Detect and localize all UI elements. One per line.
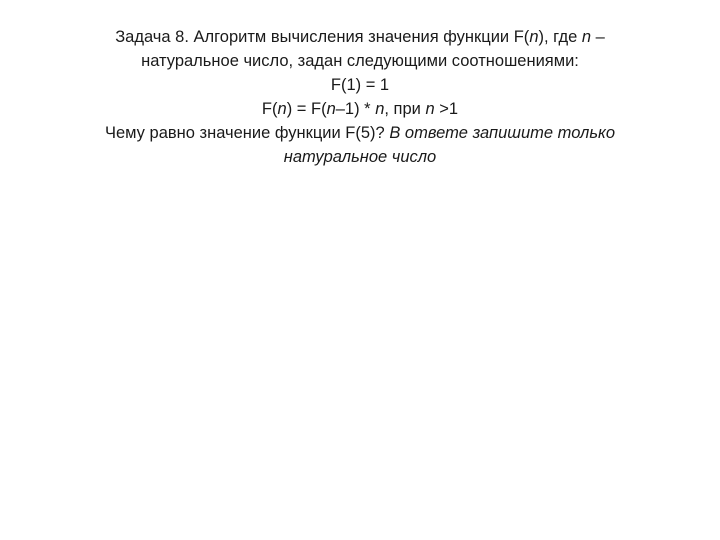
task-line-1: [60, 25, 660, 49]
answer-instruction-continued: натуральное число: [283, 148, 437, 166]
text-fragment: ) = F(: [286, 100, 327, 118]
text-fragment: –: [591, 28, 605, 46]
variable-n: n: [425, 100, 435, 118]
formula-recursive-case: [60, 97, 660, 121]
task-question: [60, 121, 660, 145]
variable-n: n: [375, 100, 385, 118]
text-fragment: , при: [384, 100, 426, 118]
text-fragment: ), где: [538, 28, 582, 46]
variable-n: n: [581, 28, 592, 46]
question-text: Чему равно значение функции F(5)?: [104, 124, 390, 142]
variable-n: n: [277, 100, 287, 118]
text-fragment: F(: [261, 100, 278, 118]
variable-n: n: [529, 28, 539, 46]
text-fragment: –1) *: [335, 100, 376, 118]
variable-n: n: [326, 100, 336, 118]
task-text: [60, 25, 660, 169]
task-line-2: натуральное число, задан следующими соотношениями:: [141, 52, 579, 70]
formula-base-case: F(1) = 1: [330, 76, 390, 94]
answer-instruction: В ответе запишите только: [389, 124, 616, 142]
task-title-text: Задача 8. Алгоритм вычисления значения функции F(: [115, 28, 530, 46]
text-fragment: >1: [434, 100, 459, 118]
